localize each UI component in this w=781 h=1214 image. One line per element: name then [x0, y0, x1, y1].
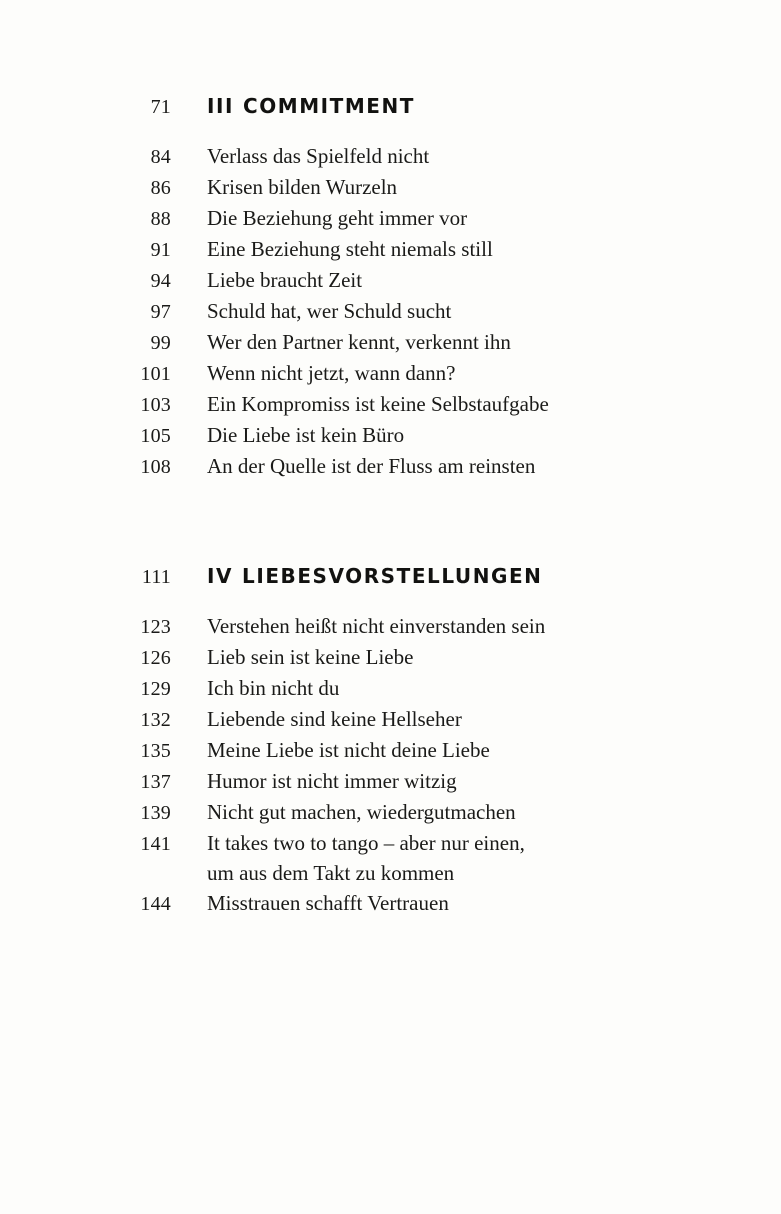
- toc-entry[interactable]: [0, 203, 781, 234]
- entry-page-number: 135: [140, 740, 171, 762]
- toc-section: [0, 482, 781, 919]
- entry-page-number: 88: [150, 208, 171, 230]
- entry-title-line: Humor ist nicht immer witzig: [207, 769, 457, 793]
- entry-title-continuation: um aus dem Takt zu kommen: [207, 861, 455, 885]
- toc-entry[interactable]: [0, 797, 781, 828]
- entry-title-line: Eine Beziehung steht niemals still: [207, 237, 493, 261]
- toc-entry[interactable]: [0, 735, 781, 766]
- entry-page-number: 103: [140, 394, 171, 416]
- entry-page-number: 144: [140, 893, 171, 915]
- section-spacer: [0, 482, 781, 560]
- toc-entry[interactable]: [0, 704, 781, 735]
- entry-title-line: Die Beziehung geht immer vor: [207, 206, 468, 230]
- entry-page-number: 99: [150, 332, 171, 354]
- entry-title-line: Meine Liebe ist nicht deine Liebe: [207, 738, 490, 762]
- section-numeral: IV: [207, 564, 234, 588]
- entry-title: [207, 888, 781, 918]
- entry-title: [207, 296, 781, 326]
- entry-title-line: Wenn nicht jetzt, wann dann?: [207, 361, 456, 385]
- entry-title: [207, 327, 781, 357]
- toc-entry-list: [0, 141, 781, 482]
- entry-page-number: 108: [140, 456, 171, 478]
- entry-title-line: Liebe braucht Zeit: [207, 268, 363, 292]
- entry-title-line: An der Quelle ist der Fluss am reinsten: [207, 454, 536, 478]
- entry-title-line: Liebende sind keine Hellseher: [207, 707, 462, 731]
- entry-title-line: Lieb sein ist keine Liebe: [207, 645, 414, 669]
- entry-title: [207, 451, 781, 481]
- entry-title: [207, 735, 781, 765]
- entry-page-number: 86: [150, 177, 171, 199]
- entry-title-line: Wer den Partner kennt, verkennt ihn: [207, 330, 511, 354]
- section-page-number: 111: [141, 566, 171, 588]
- entry-title: [207, 234, 781, 264]
- toc-entry[interactable]: [0, 642, 781, 673]
- entry-page-number: 94: [150, 270, 171, 292]
- entry-title-line: It takes two to tango – aber nur einen,: [207, 831, 525, 855]
- entry-title: [207, 172, 781, 202]
- toc-entry[interactable]: [0, 265, 781, 296]
- entry-page-number: 137: [140, 771, 171, 793]
- entry-title: [207, 797, 781, 827]
- entry-page-number: 97: [150, 301, 171, 323]
- entry-title-line: Misstrauen schafft Vertrauen: [207, 891, 449, 915]
- entry-title-line: Verstehen heißt nicht einverstanden sein: [207, 614, 546, 638]
- entry-title: [207, 642, 781, 672]
- entry-title: [207, 704, 781, 734]
- entry-page-number: 84: [150, 146, 171, 168]
- toc-entry[interactable]: [0, 327, 781, 358]
- entry-title: [207, 828, 781, 888]
- entry-page-number: 141: [140, 833, 171, 855]
- toc-entry-list: [0, 611, 781, 919]
- heading-spacer: [0, 593, 781, 611]
- section-title: [207, 90, 781, 122]
- entry-title: [207, 766, 781, 796]
- section-page-number: 71: [150, 96, 171, 118]
- toc-entry[interactable]: [0, 172, 781, 203]
- entry-page-number: 101: [140, 363, 171, 385]
- toc-entry[interactable]: [0, 141, 781, 172]
- toc-entry[interactable]: [0, 296, 781, 327]
- toc-entry[interactable]: [0, 420, 781, 451]
- toc-entry[interactable]: [0, 451, 781, 482]
- toc-entry[interactable]: [0, 389, 781, 420]
- entry-title-line: Verlass das Spielfeld nicht: [207, 144, 430, 168]
- entry-title-line: Ein Kompromiss ist keine Selbstaufgabe: [207, 392, 549, 416]
- entry-page-number: 123: [140, 616, 171, 638]
- entry-title: [207, 611, 781, 641]
- section-title-text: COMMITMENT: [242, 94, 415, 118]
- entry-title-line: Die Liebe ist kein Büro: [207, 423, 405, 447]
- table-of-contents: [0, 90, 781, 919]
- toc-section: [0, 90, 781, 482]
- toc-entry[interactable]: [0, 888, 781, 919]
- entry-title: [207, 673, 781, 703]
- toc-section-heading-row[interactable]: [0, 560, 781, 593]
- entry-title: [207, 420, 781, 450]
- entry-title: [207, 141, 781, 171]
- entry-page-number: 105: [140, 425, 171, 447]
- section-title: [207, 560, 781, 592]
- toc-entry[interactable]: [0, 766, 781, 797]
- section-title-text: LIEBESVORSTELLUNGEN: [242, 564, 543, 588]
- entry-page-number: 129: [140, 678, 171, 700]
- toc-entry[interactable]: [0, 358, 781, 389]
- toc-entry[interactable]: [0, 828, 781, 888]
- toc-entry[interactable]: [0, 234, 781, 265]
- entry-title: [207, 203, 781, 233]
- entry-title-line: Ich bin nicht du: [207, 676, 340, 700]
- entry-title: [207, 358, 781, 388]
- toc-entry[interactable]: [0, 673, 781, 704]
- entry-page-number: 139: [140, 802, 171, 824]
- section-numeral: III: [207, 94, 234, 118]
- entry-title-line: Krisen bilden Wurzeln: [207, 175, 398, 199]
- toc-entry[interactable]: [0, 611, 781, 642]
- entry-title: [207, 265, 781, 295]
- entry-page-number: 91: [150, 239, 171, 261]
- entry-page-number: 126: [140, 647, 171, 669]
- heading-spacer: [0, 123, 781, 141]
- entry-title-line: Schuld hat, wer Schuld sucht: [207, 299, 452, 323]
- entry-title: [207, 389, 781, 419]
- toc-section-heading-row[interactable]: [0, 90, 781, 123]
- entry-title-line: Nicht gut machen, wiedergutmachen: [207, 800, 516, 824]
- entry-page-number: 132: [140, 709, 171, 731]
